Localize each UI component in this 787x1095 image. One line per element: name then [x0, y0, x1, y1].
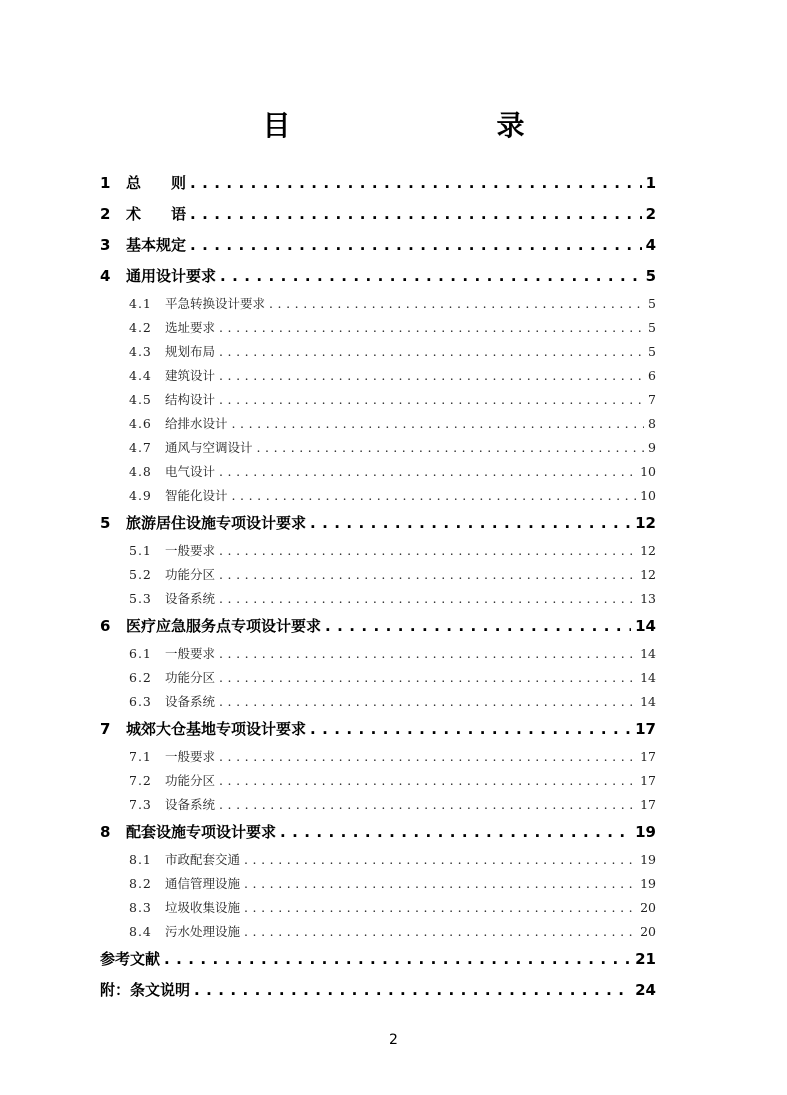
toc-section-entry[interactable]	[100, 690, 656, 714]
toc-entry-page: 17	[640, 749, 656, 764]
toc-entry-page: 19	[640, 876, 656, 891]
toc-entry-number: 4.9	[129, 488, 152, 503]
toc-entry-label: 规划布局	[165, 344, 216, 359]
toc-entry-page: 7	[648, 392, 656, 407]
toc-entry-label: 附：条文说明	[100, 981, 191, 999]
toc-entry-page: 17	[635, 720, 656, 738]
toc-chapter-entry[interactable]	[100, 817, 656, 848]
toc-section-entry[interactable]	[100, 848, 656, 872]
toc-entry-page: 20	[640, 924, 656, 939]
toc-entry-number: 2	[100, 205, 111, 223]
dot-leader	[194, 975, 631, 1006]
dot-leader	[219, 666, 636, 690]
toc-section-entry[interactable]	[100, 412, 656, 436]
dot-leader	[280, 817, 631, 848]
dot-leader	[310, 714, 631, 745]
toc-entry-label: 通风与空调设计	[165, 440, 253, 455]
toc-entry-page: 19	[640, 852, 656, 867]
toc-section-entry[interactable]	[100, 920, 656, 944]
dot-leader	[310, 508, 631, 539]
dot-leader	[219, 642, 636, 666]
toc-entry-label: 给排水设计	[165, 416, 228, 431]
dot-leader	[219, 340, 644, 364]
toc-entry-label: 一般要求	[165, 543, 216, 558]
toc-entry-number: 4.2	[129, 320, 152, 335]
toc-entry-label: 选址要求	[165, 320, 216, 335]
toc-entry-label: 污水处理设施	[165, 924, 241, 939]
toc-entry-label: 通用设计要求	[126, 267, 217, 285]
dot-leader	[219, 745, 636, 769]
toc-entry-label: 旅游居住设施专项设计要求	[126, 514, 307, 532]
toc-entry-page: 4	[645, 236, 656, 254]
toc-entry-page: 8	[648, 416, 656, 431]
toc-entry-number: 7.2	[129, 773, 152, 788]
toc-section-entry[interactable]	[100, 388, 656, 412]
toc-entry-label: 城郊大仓基地专项设计要求	[126, 720, 307, 738]
toc-entry-number: 3	[100, 236, 111, 254]
toc-entry-page: 14	[640, 646, 656, 661]
dot-leader	[219, 563, 636, 587]
toc-entry-label: 建筑设计	[165, 368, 216, 383]
toc-entry-label: 电气设计	[165, 464, 216, 479]
toc-entry-page: 12	[640, 543, 656, 558]
toc-entry-number: 5.3	[129, 591, 152, 606]
toc-section-entry[interactable]	[100, 872, 656, 896]
toc-entry-number: 6.3	[129, 694, 152, 709]
toc-entry-page: 14	[635, 617, 656, 635]
page-number: 2	[389, 1032, 398, 1048]
toc-entry-label: 设备系统	[165, 797, 216, 812]
dot-leader	[219, 539, 636, 563]
toc-entry-page: 21	[635, 950, 656, 968]
dot-leader	[190, 230, 642, 261]
toc-chapter-entry[interactable]	[100, 508, 656, 539]
toc-entry-number: 5.2	[129, 567, 152, 582]
dot-leader	[232, 484, 637, 508]
toc-entry-label: 一般要求	[165, 749, 216, 764]
toc-entry-page: 5	[648, 296, 656, 311]
toc-entry-number: 4.3	[129, 344, 152, 359]
toc-entry-page: 10	[640, 464, 656, 479]
dot-leader	[190, 168, 642, 199]
toc-entry-number: 4.6	[129, 416, 152, 431]
toc-entry-label: 设备系统	[165, 591, 216, 606]
toc-entry-number: 8.4	[129, 924, 152, 939]
toc-section-entry[interactable]	[100, 769, 656, 793]
dot-leader	[219, 364, 644, 388]
toc-entry-label: 术 语	[126, 205, 187, 223]
toc-entry-label: 市政配套交通	[165, 852, 241, 867]
toc-entry-page: 13	[640, 591, 656, 606]
toc-entry-number: 8.1	[129, 852, 152, 867]
toc-section-entry[interactable]	[100, 666, 656, 690]
dot-leader	[219, 769, 636, 793]
toc-section-entry[interactable]	[100, 364, 656, 388]
toc-entry-label: 功能分区	[165, 567, 216, 582]
toc-entry-page: 20	[640, 900, 656, 915]
toc-entry-page: 6	[648, 368, 656, 383]
dot-leader	[219, 460, 636, 484]
dot-leader	[269, 292, 644, 316]
toc-section-entry[interactable]	[100, 292, 656, 316]
toc-entry-page: 1	[645, 174, 656, 192]
toc-entry-number: 5	[100, 514, 111, 532]
toc-chapter-entry[interactable]	[100, 611, 656, 642]
toc-section-entry[interactable]	[100, 460, 656, 484]
toc-entry-label: 通信管理设施	[165, 876, 241, 891]
dot-leader	[244, 848, 636, 872]
dot-leader	[219, 316, 644, 340]
toc-section-entry[interactable]	[100, 587, 656, 611]
toc-section-entry[interactable]	[100, 436, 656, 460]
toc-entry-page: 10	[640, 488, 656, 503]
toc-entry-page: 24	[635, 981, 656, 999]
toc-entry-number: 4	[100, 267, 111, 285]
toc-entry-number: 4.1	[129, 296, 152, 311]
dot-leader	[220, 261, 642, 292]
toc-section-entry[interactable]	[100, 745, 656, 769]
toc-entry-number: 7	[100, 720, 111, 738]
toc-entry-page: 5	[648, 320, 656, 335]
toc-section-entry[interactable]	[100, 316, 656, 340]
toc-entry-label: 总 则	[126, 174, 187, 192]
toc-entry-page: 14	[640, 670, 656, 685]
toc-entry-number: 4.5	[129, 392, 152, 407]
toc-section-entry[interactable]	[100, 484, 656, 508]
toc-entry-page: 17	[640, 797, 656, 812]
dot-leader	[244, 872, 636, 896]
toc-entry-label: 垃圾收集设施	[165, 900, 241, 915]
toc-section-entry[interactable]	[100, 642, 656, 666]
toc-entry-number: 4.7	[129, 440, 152, 455]
toc-entry-number: 8.2	[129, 876, 152, 891]
toc-entry-number: 6.1	[129, 646, 152, 661]
toc-entry-page: 17	[640, 773, 656, 788]
dot-leader	[219, 690, 636, 714]
toc-chapter-entry[interactable]	[100, 168, 656, 199]
toc-entry-number: 6	[100, 617, 111, 635]
toc-entry-label: 基本规定	[126, 236, 187, 254]
toc-chapter-entry[interactable]	[100, 714, 656, 745]
dot-leader	[190, 199, 642, 230]
toc-entry-label: 参考文献	[100, 950, 161, 968]
toc-entry-number: 1	[100, 174, 111, 192]
toc-entry-number: 7.3	[129, 797, 152, 812]
toc-entry-page: 2	[645, 205, 656, 223]
toc-entry-number: 8.3	[129, 900, 152, 915]
toc-entry-number: 4.8	[129, 464, 152, 479]
toc-entry-label: 功能分区	[165, 670, 216, 685]
toc-entry-page: 5	[648, 344, 656, 359]
page-title: 目 录	[262, 109, 575, 142]
toc-entry-label: 设备系统	[165, 694, 216, 709]
toc-section-entry[interactable]	[100, 563, 656, 587]
dot-leader	[325, 611, 631, 642]
toc-entry-label: 平急转换设计要求	[165, 296, 266, 311]
toc-entry-label: 结构设计	[165, 392, 216, 407]
toc-entry-page: 12	[635, 514, 656, 532]
dot-leader	[219, 587, 636, 611]
toc-entry-number: 5.1	[129, 543, 152, 558]
toc-entry-number: 8	[100, 823, 111, 841]
toc-entry-page: 12	[640, 567, 656, 582]
toc-entry-label: 医疗应急服务点专项设计要求	[126, 617, 322, 635]
dot-leader	[257, 436, 644, 460]
toc-chapter-entry[interactable]	[100, 199, 656, 230]
toc-section-entry[interactable]	[100, 793, 656, 817]
dot-leader	[164, 944, 631, 975]
toc-entry-page: 9	[648, 440, 656, 455]
toc-entry-page: 14	[640, 694, 656, 709]
toc-entry-number: 4.4	[129, 368, 152, 383]
dot-leader	[232, 412, 644, 436]
toc-entry-label: 智能化设计	[165, 488, 228, 503]
toc-entry-page: 5	[645, 267, 656, 285]
table-of-contents	[100, 168, 656, 1006]
toc-chapter-entry[interactable]	[100, 261, 656, 292]
toc-entry-label: 配套设施专项设计要求	[126, 823, 277, 841]
toc-section-entry[interactable]	[100, 896, 656, 920]
dot-leader	[219, 388, 644, 412]
toc-chapter-entry[interactable]	[100, 944, 656, 975]
toc-chapter-entry[interactable]	[100, 230, 656, 261]
dot-leader	[219, 793, 636, 817]
toc-entry-label: 功能分区	[165, 773, 216, 788]
dot-leader	[244, 896, 636, 920]
toc-entry-page: 19	[635, 823, 656, 841]
toc-entry-number: 6.2	[129, 670, 152, 685]
toc-section-entry[interactable]	[100, 340, 656, 364]
toc-chapter-entry[interactable]	[100, 975, 656, 1006]
dot-leader	[244, 920, 636, 944]
toc-entry-label: 一般要求	[165, 646, 216, 661]
toc-section-entry[interactable]	[100, 539, 656, 563]
toc-entry-number: 7.1	[129, 749, 152, 764]
